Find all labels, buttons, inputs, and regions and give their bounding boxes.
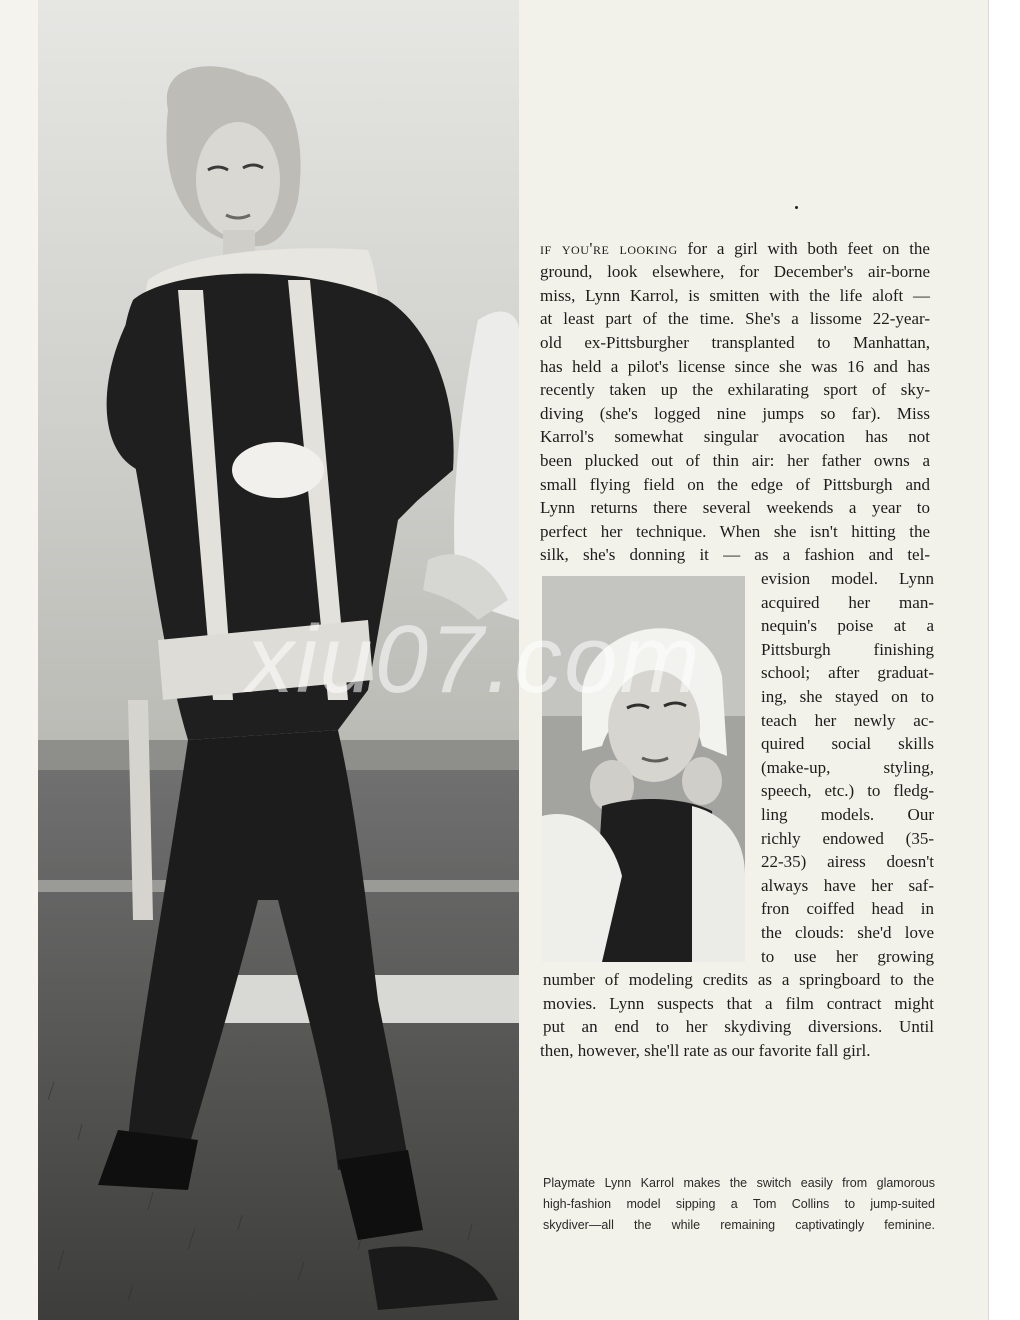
article-line-text: for a girl with both feet on the [677, 239, 930, 258]
inset-photo-helmet [542, 576, 745, 962]
article-line: silk, she's donning it — as a fashion and tel- [540, 545, 930, 564]
caption-line: high-fashion model sipping a Tom Collins to jump-suited [543, 1197, 935, 1211]
article-line: at least part of the time. She's a lissome 22-year- [540, 309, 930, 328]
article-line-narrow: (make-up, styling, [761, 758, 934, 777]
article-line-narrow: richly endowed (35- [761, 829, 934, 848]
article-line: small flying field on the edge of Pittsburgh and [540, 475, 930, 494]
article-line-narrow: school; after graduat- [761, 663, 934, 682]
article-line: movies. Lynn suspects that a film contract might [543, 994, 934, 1013]
article-line: miss, Lynn Karrol, is smitten with the life aloft — [540, 286, 930, 305]
article-line-narrow: Pittsburgh finishing [761, 640, 934, 659]
main-photo-skydiver [38, 0, 519, 1320]
article-line-narrow: 22-35) airess doesn't [761, 852, 934, 871]
article-line: perfect her technique. When she isn't hitting the [540, 522, 930, 541]
article-line-narrow: teach her newly ac- [761, 711, 934, 730]
page-margin-right [988, 0, 1020, 1320]
article-line-last: then, however, she'll rate as our favorite fall girl. [540, 1041, 871, 1060]
page-margin-left [0, 0, 38, 1320]
article-line-narrow: fron coiffed head in [761, 899, 934, 918]
article-line: ground, look elsewhere, for December's air-borne [540, 262, 930, 281]
article-line-narrow: quired social skills [761, 734, 934, 753]
stray-dot-mark [795, 206, 798, 209]
article-line-narrow: ing, she stayed on to [761, 687, 934, 706]
article-line: Karrol's somewhat singular avocation has not [540, 427, 930, 446]
article-line: number of modeling credits as a springboard to the [543, 970, 934, 989]
article-line: has held a pilot's license since she was 16 and has [540, 357, 930, 376]
article-lead-in: if you're looking [540, 239, 678, 258]
article-line-narrow: speech, etc.) to fledg- [761, 781, 934, 800]
article-line-narrow: nequin's poise at a [761, 616, 934, 635]
article-line: diving (she's logged nine jumps so far). Miss [540, 404, 930, 423]
article-line-1 [540, 237, 930, 261]
article-line: put an end to her skydiving diversions. Until [543, 1017, 934, 1036]
watermark: xiu07.com [246, 606, 702, 713]
article-line: been plucked out of thin air: her father owns a [540, 451, 930, 470]
article-line-narrow: evision model. Lynn [761, 569, 934, 588]
article-line: recently taken up the exhilarating sport of sky- [540, 380, 930, 399]
photo-caption [543, 1173, 935, 1236]
article-line-narrow: acquired her man- [761, 593, 934, 612]
article-line-narrow: to use her growing [761, 947, 934, 966]
article-line: Lynn returns there several weekends a year to [540, 498, 930, 517]
article-line: old ex-Pittsburgher transplanted to Manhattan, [540, 333, 930, 352]
article-line-narrow: ling models. Our [761, 805, 934, 824]
article-line-narrow: the clouds: she'd love [761, 923, 934, 942]
article-line-narrow: always have her saf- [761, 876, 934, 895]
caption-line: Playmate Lynn Karrol makes the switch easily from glamorous [543, 1176, 935, 1190]
caption-line: skydiver—all the while remaining captivatingly feminine. [543, 1218, 935, 1232]
